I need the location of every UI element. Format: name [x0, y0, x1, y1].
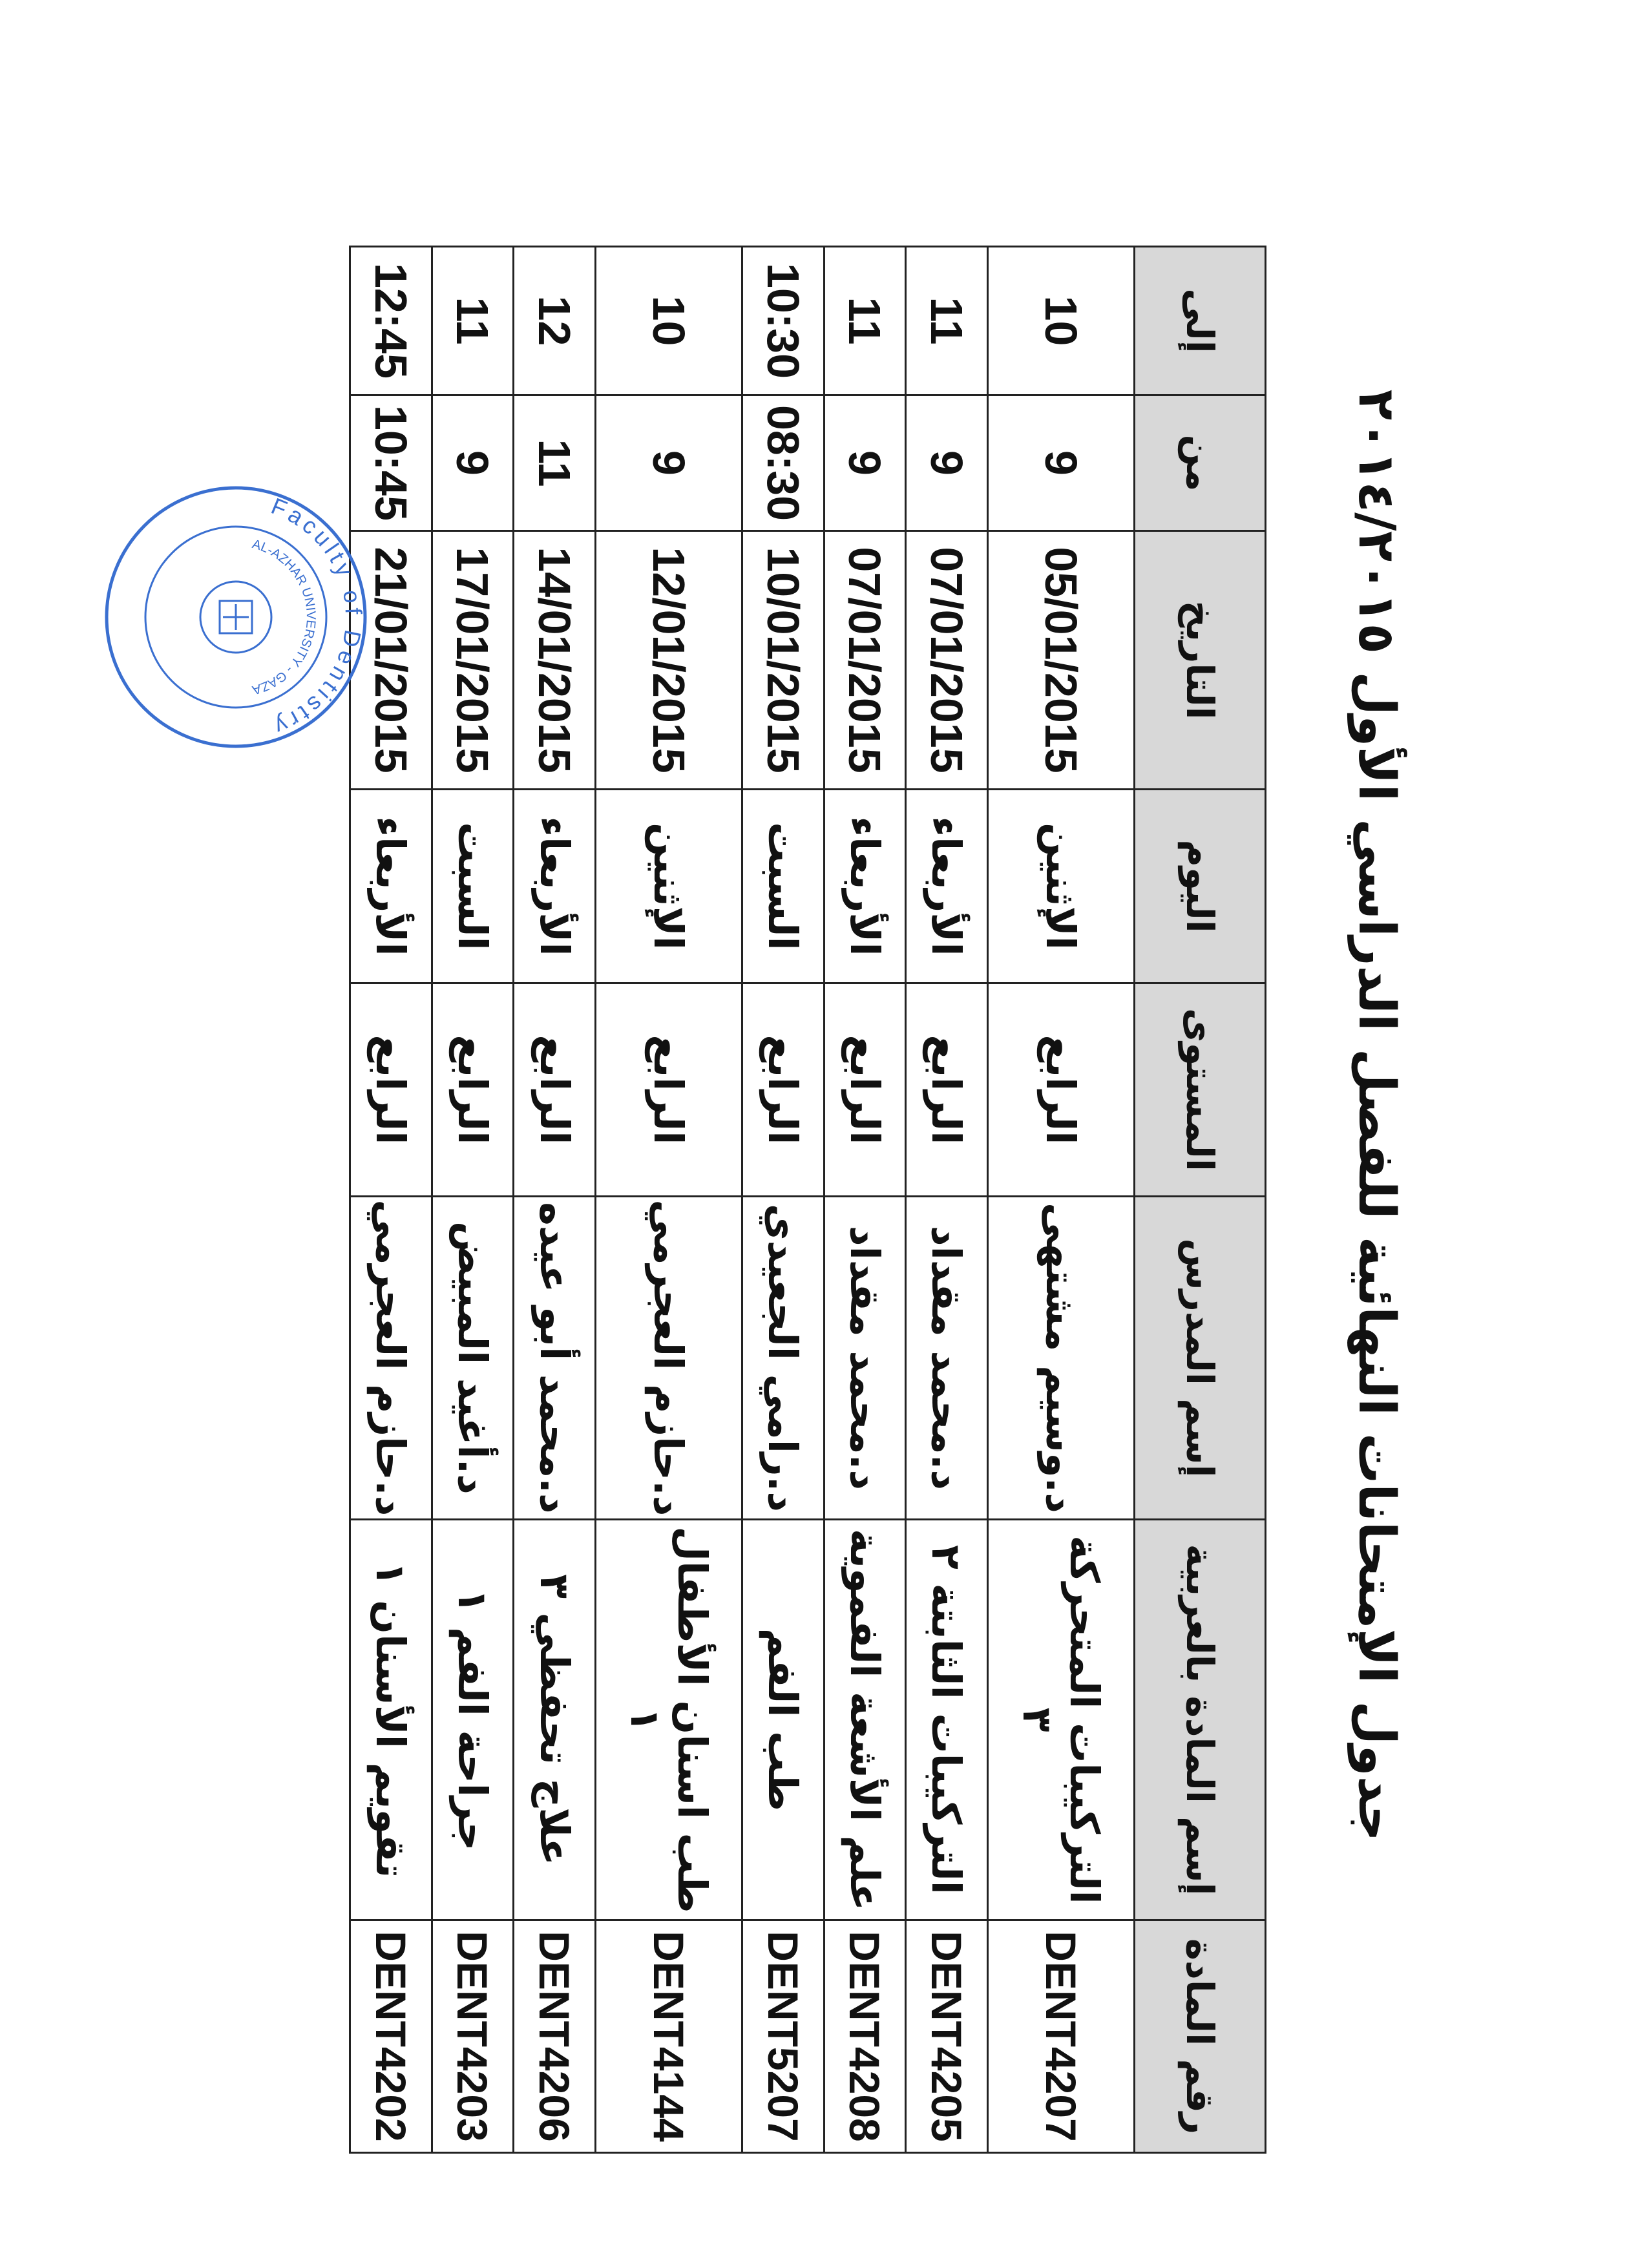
svg-text:Faculty of Dentistry: Faculty of Dentistry: [268, 492, 368, 742]
page-title: جدول الإمتحانات النهائية للفصل الدراسي الأول ٢٠١٤/٢٠١٥: [1347, 389, 1405, 1842]
header-from: من: [1135, 395, 1266, 531]
cell-day: الإثنين: [987, 790, 1134, 983]
header-code: رقم المادة: [1135, 1920, 1266, 2153]
cell-from: 9: [906, 395, 988, 531]
cell-day: السبت: [742, 790, 824, 983]
cell-day: السبت: [432, 790, 514, 983]
table-row: [742, 247, 824, 2153]
cell-code: DENT4144: [595, 1920, 742, 2153]
cell-to: 11: [906, 247, 988, 395]
cell-to: 12: [514, 247, 596, 395]
cell-name-ar: تقويم الأسنان ١: [350, 1520, 432, 1920]
cell-code: DENT4206: [514, 1920, 596, 2153]
cell-date: 21/01/2015: [350, 531, 432, 790]
cell-date: 14/01/2015: [514, 531, 596, 790]
cell-level: الرابع: [432, 983, 514, 1197]
cell-date: 12/01/2015: [595, 531, 742, 790]
cell-code: DENT4208: [824, 1920, 906, 2153]
cell-day: الأربعاء: [906, 790, 988, 983]
cell-name-ar: جراحة الفم ١: [432, 1520, 514, 1920]
cell-code: DENT4205: [906, 1920, 988, 2153]
cell-to: 12:45: [350, 247, 432, 395]
cell-teacher: د.وسيم مشتهى: [987, 1197, 1134, 1520]
cell-teacher: د.محمد مقداد: [906, 1197, 988, 1520]
cell-teacher: د.محمد أبو عيده: [514, 1197, 596, 1520]
table-row: [514, 247, 596, 2153]
header-level: المستوى: [1135, 983, 1266, 1197]
cell-to: 11: [432, 247, 514, 395]
header-day: اليوم: [1135, 790, 1266, 983]
table-row: [987, 247, 1134, 2153]
cell-from: 9: [595, 395, 742, 531]
cell-to: 10:30: [742, 247, 824, 395]
cell-day: الأربعاء: [824, 790, 906, 983]
header-name-ar: إسم المادة بالعربية: [1135, 1520, 1266, 1920]
cell-level: الرابع: [824, 983, 906, 1197]
cell-teacher: د.محمد مقداد: [824, 1197, 906, 1520]
table-row: [906, 247, 988, 2153]
exam-schedule-table-wrapper: [349, 246, 1266, 2152]
cell-teacher: د.حازم العجرمي: [595, 1197, 742, 1520]
cell-date: 07/01/2015: [906, 531, 988, 790]
cell-date: 05/01/2015: [987, 531, 1134, 790]
cell-to: 10: [987, 247, 1134, 395]
cell-name-ar: طب الفم: [742, 1520, 824, 1920]
table-row: [824, 247, 906, 2153]
cell-level: الرابع: [742, 983, 824, 1197]
cell-teacher: د.حازم العجرمي: [350, 1197, 432, 1520]
table-row: [595, 247, 742, 2153]
cell-to: 10: [595, 247, 742, 395]
cell-date: 07/01/2015: [824, 531, 906, 790]
university-stamp: [97, 478, 375, 756]
cell-code: DENT5207: [742, 1920, 824, 2153]
header-teacher: إسم المدرس: [1135, 1197, 1266, 1520]
cell-code: DENT4207: [987, 1920, 1134, 2153]
cell-day: الأربعاء: [350, 790, 432, 983]
cell-name-ar: علاج تحفظي ٣: [514, 1520, 596, 1920]
cell-level: الرابع: [514, 983, 596, 1197]
cell-from: 9: [824, 395, 906, 531]
table-header-row: [1135, 247, 1266, 2153]
cell-from: 9: [987, 395, 1134, 531]
cell-from: 08:30: [742, 395, 824, 531]
cell-level: الرابع: [350, 983, 432, 1197]
cell-name-ar: طب اسنان الأطفال ١: [595, 1520, 742, 1920]
header-to: إلى: [1135, 247, 1266, 395]
cell-code: DENT4203: [432, 1920, 514, 2153]
cell-from: 9: [432, 395, 514, 531]
cell-level: الرابع: [987, 983, 1134, 1197]
svg-text:AL-AZHAR UNIVERSITY - GAZA: AL-AZHAR UNIVERSITY - GAZA: [250, 537, 319, 697]
cell-to: 11: [824, 247, 906, 395]
cell-date: 10/01/2015: [742, 531, 824, 790]
cell-day: الأربعاء: [514, 790, 596, 983]
cell-teacher: د.أغيد المبيض: [432, 1197, 514, 1520]
cell-teacher: د.رامي الجعيدي: [742, 1197, 824, 1520]
cell-from: 11: [514, 395, 596, 531]
cell-code: DENT4202: [350, 1920, 432, 2153]
cell-date: 17/01/2015: [432, 531, 514, 790]
header-date: التاريخ: [1135, 531, 1266, 790]
cell-level: الرابع: [906, 983, 988, 1197]
cell-level: الرابع: [595, 983, 742, 1197]
cell-name-ar: التركيبات الثابتة ٢: [906, 1520, 988, 1920]
cell-day: الإثنين: [595, 790, 742, 983]
cell-from: 10:45: [350, 395, 432, 531]
exam-schedule-table: [349, 246, 1266, 2154]
table-row: [432, 247, 514, 2153]
cell-name-ar: التركيبات المتحركة ٣: [987, 1520, 1134, 1920]
cell-name-ar: علم الأشعة الفموية: [824, 1520, 906, 1920]
